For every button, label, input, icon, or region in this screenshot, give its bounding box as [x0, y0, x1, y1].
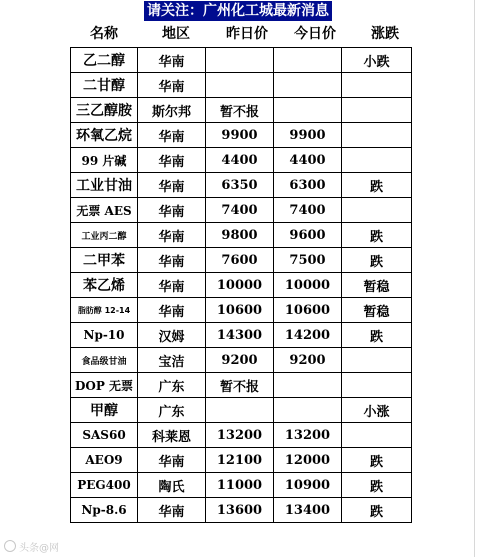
cell-change: 跌 — [342, 323, 412, 348]
cell-region: 广东 — [138, 398, 206, 423]
table-row — [71, 173, 412, 198]
table-row — [71, 373, 412, 398]
cell-change: 跌 — [342, 248, 412, 273]
cell-name: 工业丙二醇 — [71, 223, 138, 248]
cell-yesterday-price: 10000 — [206, 273, 274, 298]
cell-yesterday-price: 9800 — [206, 223, 274, 248]
cell-yesterday-price: 暂不报 — [206, 373, 274, 398]
cell-name: 乙二醇 — [71, 48, 138, 73]
cell-region: 华南 — [138, 198, 206, 223]
watermark-text: 头条@网 — [19, 542, 59, 554]
table-row — [71, 98, 412, 123]
cell-change — [342, 148, 412, 173]
cell-yesterday-price: 暂不报 — [206, 98, 274, 123]
cell-today-price: 7400 — [274, 198, 342, 223]
cell-yesterday-price: 9900 — [206, 123, 274, 148]
cell-region: 华南 — [138, 173, 206, 198]
table-row — [71, 498, 412, 523]
cell-region: 宝洁 — [138, 348, 206, 373]
cell-name: 苯乙烯 — [71, 273, 138, 298]
cell-change — [342, 373, 412, 398]
cell-yesterday-price: 14300 — [206, 323, 274, 348]
header-region: 地区 — [162, 26, 190, 42]
cell-name: 二甲苯 — [71, 248, 138, 273]
cell-region: 华南 — [138, 148, 206, 173]
cell-region: 斯尔邦 — [138, 98, 206, 123]
cell-today-price: 13200 — [274, 423, 342, 448]
table-row — [71, 448, 412, 473]
cell-yesterday-price: 13600 — [206, 498, 274, 523]
cell-yesterday-price: 9200 — [206, 348, 274, 373]
cell-change: 小跌 — [342, 48, 412, 73]
cell-change: 跌 — [342, 498, 412, 523]
table-row — [71, 223, 412, 248]
cell-today-price: 4400 — [274, 148, 342, 173]
price-table-body — [71, 48, 412, 523]
table-row — [71, 148, 412, 173]
table-row — [71, 473, 412, 498]
cell-yesterday-price: 6350 — [206, 173, 274, 198]
cell-yesterday-price — [206, 398, 274, 423]
cell-change: 暂稳 — [342, 298, 412, 323]
cell-name: 甲醇 — [71, 398, 138, 423]
table-row — [71, 348, 412, 373]
cell-region: 华南 — [138, 298, 206, 323]
cell-region: 华南 — [138, 273, 206, 298]
cell-region: 华南 — [138, 73, 206, 98]
table-row — [71, 73, 412, 98]
cell-today-price: 10600 — [274, 298, 342, 323]
cell-today-price — [274, 398, 342, 423]
cell-region: 汉姆 — [138, 323, 206, 348]
cell-name: 工业甘油 — [71, 173, 138, 198]
cell-region: 华南 — [138, 498, 206, 523]
cell-name: 99 片碱 — [71, 148, 138, 173]
cell-change: 跌 — [342, 473, 412, 498]
cell-yesterday-price — [206, 73, 274, 98]
table-row — [71, 398, 412, 423]
cell-today-price — [274, 373, 342, 398]
cell-region: 广东 — [138, 373, 206, 398]
cell-today-price: 13400 — [274, 498, 342, 523]
header-today-price: 今日价 — [294, 26, 336, 42]
cell-change — [342, 198, 412, 223]
header-yesterday-price: 昨日价 — [226, 26, 268, 42]
cell-today-price — [274, 48, 342, 73]
table-row — [71, 273, 412, 298]
cell-region: 华南 — [138, 48, 206, 73]
cell-name: Np-10 — [71, 323, 138, 348]
table-row — [71, 423, 412, 448]
cell-today-price: 14200 — [274, 323, 342, 348]
price-table — [70, 47, 412, 523]
cell-yesterday-price: 13200 — [206, 423, 274, 448]
cell-region: 华南 — [138, 123, 206, 148]
cell-change — [342, 123, 412, 148]
cell-change: 暂稳 — [342, 273, 412, 298]
cell-region: 华南 — [138, 223, 206, 248]
table-row — [71, 248, 412, 273]
cell-today-price: 6300 — [274, 173, 342, 198]
cell-change — [342, 73, 412, 98]
cell-region: 华南 — [138, 448, 206, 473]
cell-today-price: 10000 — [274, 273, 342, 298]
cell-yesterday-price: 11000 — [206, 473, 274, 498]
cell-name: 二甘醇 — [71, 73, 138, 98]
cell-name: AEO9 — [71, 448, 138, 473]
table-row — [71, 198, 412, 223]
cell-yesterday-price: 12100 — [206, 448, 274, 473]
cell-name: 食品级甘油 — [71, 348, 138, 373]
cell-change — [342, 98, 412, 123]
cell-change: 小涨 — [342, 398, 412, 423]
page-edge-divider — [474, 0, 475, 557]
cell-change: 跌 — [342, 173, 412, 198]
cell-change: 跌 — [342, 223, 412, 248]
cell-yesterday-price — [206, 48, 274, 73]
header-name: 名称 — [90, 26, 118, 42]
cell-today-price: 7500 — [274, 248, 342, 273]
cell-region: 科莱恩 — [138, 423, 206, 448]
cell-yesterday-price: 4400 — [206, 148, 274, 173]
cell-today-price: 10900 — [274, 473, 342, 498]
cell-yesterday-price: 10600 — [206, 298, 274, 323]
cell-today-price: 12000 — [274, 448, 342, 473]
cell-name: 环氧乙烷 — [71, 123, 138, 148]
cell-name: DOP 无票 — [71, 373, 138, 398]
cell-name: PEG400 — [71, 473, 138, 498]
cell-yesterday-price: 7400 — [206, 198, 274, 223]
cell-today-price — [274, 73, 342, 98]
cell-today-price — [274, 98, 342, 123]
cell-name: 三乙醇胺 — [71, 98, 138, 123]
cell-change: 跌 — [342, 448, 412, 473]
cell-name: SAS60 — [71, 423, 138, 448]
cell-name: Np-8.6 — [71, 498, 138, 523]
cell-today-price: 9600 — [274, 223, 342, 248]
cell-name: 脂肪醇 12-14 — [71, 298, 138, 323]
watermark-logo-icon — [4, 540, 16, 552]
cell-region: 华南 — [138, 248, 206, 273]
table-row — [71, 48, 412, 73]
watermark — [4, 538, 59, 554]
cell-yesterday-price: 7600 — [206, 248, 274, 273]
cell-name: 无票 AES — [71, 198, 138, 223]
header-change: 涨跌 — [371, 26, 399, 42]
table-row — [71, 123, 412, 148]
cell-today-price: 9200 — [274, 348, 342, 373]
table-row — [71, 323, 412, 348]
table-row — [71, 298, 412, 323]
page-title: 请关注：广州化工城最新消息 — [144, 1, 332, 21]
cell-change — [342, 348, 412, 373]
cell-today-price: 9900 — [274, 123, 342, 148]
cell-region: 陶氏 — [138, 473, 206, 498]
table-header — [70, 24, 412, 44]
cell-change — [342, 423, 412, 448]
